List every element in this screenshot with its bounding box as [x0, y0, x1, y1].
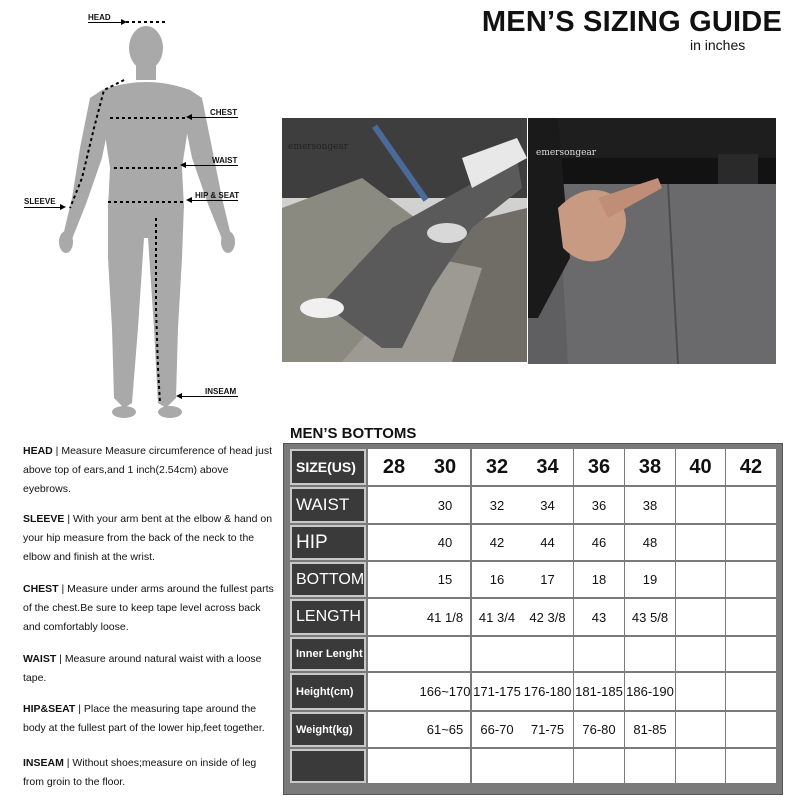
table-cell — [676, 673, 725, 710]
table-cell — [368, 487, 420, 523]
table-cell: 71-75 — [522, 712, 573, 747]
table-cell — [368, 749, 420, 783]
instruction-text: Without shoes;measure on inside of leg from groin to the floor. — [23, 757, 257, 788]
table-cell: 32 — [472, 487, 522, 523]
table-cell: 42 3/8 — [522, 599, 573, 635]
size-header-cell: 34 — [522, 449, 573, 485]
table-cell: 61~65 — [420, 712, 470, 747]
size-header-cell: 40 — [676, 449, 725, 485]
table-cell: 81-85 — [625, 712, 675, 747]
product-photo-closeup — [528, 118, 776, 364]
table-cell: 43 5/8 — [625, 599, 675, 635]
size-header-cell: 36 — [574, 449, 624, 485]
label-inseam: INSEAM — [205, 387, 237, 396]
instruction-term: INSEAM — [23, 757, 64, 769]
table-cell — [368, 562, 420, 597]
table-cell — [676, 749, 725, 783]
table-cell: 38 — [625, 487, 675, 523]
table-cell — [522, 749, 573, 783]
table-cell — [726, 637, 776, 671]
body-silhouette-icon — [20, 8, 280, 428]
table-cell — [726, 562, 776, 597]
table-cell — [420, 749, 470, 783]
table-cell — [726, 487, 776, 523]
table-cell — [676, 525, 725, 560]
instruction-hip-seat: HIP&SEAT | Place the measuring tape around the body at the fullest part of the lower hip,feet together. — [23, 703, 265, 734]
table-cell — [368, 673, 420, 710]
row-label: Inner Lenght — [290, 637, 366, 671]
table-cell: 176-180 — [522, 673, 573, 710]
table-cell: 171-175 — [472, 673, 522, 710]
table-cell: 40 — [420, 525, 470, 560]
watermark-2: emersongear — [536, 148, 597, 158]
table-cell: 44 — [522, 525, 573, 560]
size-header-cell: 30 — [420, 449, 470, 485]
head-arrow — [88, 22, 124, 23]
instruction-text: Measure Measure circumference of head just above top of ears,and 1 inch(2.54cm) above eyebrows. — [23, 445, 273, 495]
instruction-term: WAIST — [23, 653, 57, 665]
table-cell: 30 — [420, 487, 470, 523]
size-header-label: SIZE(US) — [290, 449, 366, 485]
table-cell: 166~170 — [420, 673, 470, 710]
label-sleeve: SLEEVE — [24, 197, 56, 206]
instruction-term: HEAD — [23, 445, 53, 457]
table-cell — [368, 599, 420, 635]
table-cell: 17 — [522, 562, 573, 597]
inseam-arrowhead-icon — [176, 393, 182, 399]
waist-arrowhead-icon — [180, 162, 186, 168]
instruction-chest: CHEST | Measure under arms around the fullest parts of the chest.Be sure to keep tape level across back and comfortably loose. — [23, 583, 274, 633]
sleeve-arrowhead-icon — [60, 204, 66, 210]
table-cell: 48 — [625, 525, 675, 560]
table-cell: 181-185 — [574, 673, 624, 710]
chest-arrowhead-icon — [186, 114, 192, 120]
page-subtitle: in inches — [690, 37, 746, 53]
row-label: Weight(kg) — [290, 712, 366, 747]
table-cell — [368, 525, 420, 560]
table-cell: 19 — [625, 562, 675, 597]
label-waist: WAIST — [212, 156, 238, 165]
table-cell: 42 — [472, 525, 522, 560]
body-figure — [20, 8, 280, 428]
table-cell: 46 — [574, 525, 624, 560]
chest-arrow — [190, 117, 238, 118]
table-cell — [726, 712, 776, 747]
size-header-cell: 38 — [625, 449, 675, 485]
instruction-text: With your arm bent at the elbow & hand on your hip measure from the back of the neck to the elbow and finish at the wrist. — [23, 513, 273, 563]
table-cell — [574, 749, 624, 783]
instruction-term: SLEEVE — [23, 513, 65, 525]
table-cell — [472, 749, 522, 783]
inseam-arrow — [180, 396, 238, 397]
table-cell: 43 — [574, 599, 624, 635]
table-cell: 41 3/4 — [472, 599, 522, 635]
row-label: Height(cm) — [290, 673, 366, 710]
table-cell — [726, 673, 776, 710]
table-cell: 76-80 — [574, 712, 624, 747]
instruction-inseam: INSEAM | Without shoes;measure on inside of leg from groin to the floor. — [23, 757, 257, 788]
label-hip-seat: HIP & SEAT — [195, 191, 240, 200]
table-cell — [676, 637, 725, 671]
table-cell — [368, 637, 420, 671]
instruction-text: Measure under arms around the fullest parts of the chest.Be sure to keep tape level across back and comfortably loose. — [23, 583, 274, 633]
page-title: MEN’S SIZING GUIDE — [481, 6, 782, 38]
table-cell — [368, 712, 420, 747]
row-label: HIP — [290, 525, 366, 560]
table-cell — [625, 637, 675, 671]
table-cell — [676, 562, 725, 597]
table-cell — [472, 637, 522, 671]
table-cell — [522, 637, 573, 671]
table-cell — [726, 599, 776, 635]
row-label: BOTTOM — [290, 562, 366, 597]
row-label: LENGTH — [290, 599, 366, 635]
product-photo-action — [282, 118, 527, 362]
table-cell: 15 — [420, 562, 470, 597]
instruction-sleeve: SLEEVE | With your arm bent at the elbow & hand on your hip measure from the back of the neck to the elbow and finish at the wrist. — [23, 513, 273, 563]
table-cell — [625, 749, 675, 783]
size-header-cell: 42 — [726, 449, 776, 485]
table-cell — [676, 487, 725, 523]
table-cell — [574, 637, 624, 671]
table-cell — [676, 599, 725, 635]
table-cell — [420, 637, 470, 671]
table-cell — [676, 712, 725, 747]
label-head: HEAD — [88, 13, 111, 22]
table-cell — [726, 749, 776, 783]
hip-seat-arrow — [190, 200, 238, 201]
table-cell: 41 1/8 — [420, 599, 470, 635]
table-cell: 186-190 — [625, 673, 675, 710]
instruction-text: Measure around natural waist with a loose tape. — [23, 653, 262, 684]
hip-seat-arrowhead-icon — [186, 197, 192, 203]
label-chest: CHEST — [210, 108, 238, 117]
table-cell — [726, 525, 776, 560]
instruction-waist: WAIST | Measure around natural waist with a loose tape. — [23, 653, 262, 684]
table-cell: 66-70 — [472, 712, 522, 747]
sleeve-arrow — [24, 207, 62, 208]
instruction-text: Place the measuring tape around the body at the fullest part of the lower hip,feet together. — [23, 703, 265, 734]
size-header-cell: 32 — [472, 449, 522, 485]
instruction-term: CHEST — [23, 583, 59, 595]
row-label — [290, 749, 366, 783]
table-cell: 18 — [574, 562, 624, 597]
table-cell: 16 — [472, 562, 522, 597]
instruction-head: HEAD | Measure Measure circumference of head just above top of ears,and 1 inch(2.54cm) above eyebrows. — [23, 445, 273, 495]
table-cell: 36 — [574, 487, 624, 523]
table-cell: 34 — [522, 487, 573, 523]
row-label: WAIST — [290, 487, 366, 523]
waist-arrow — [184, 165, 238, 166]
watermark-1: emersongear — [288, 142, 349, 152]
table-title: MEN’S BOTTOMS — [290, 425, 417, 442]
head-arrowhead-icon — [121, 19, 127, 25]
instruction-term: HIP&SEAT — [23, 703, 76, 715]
size-header-cell: 28 — [368, 449, 420, 485]
